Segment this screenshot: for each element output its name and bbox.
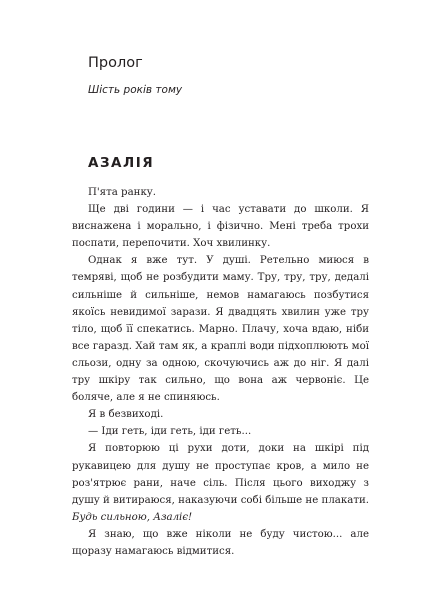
paragraph: П'ята ранку.: [88, 187, 157, 198]
paragraph-text: Я повторюю ці рухи доти, доки на шкірі під рукавицею для душу не проступає кров, а мило не роз'ятрює рани, наче сіль. Після цього виходжу з душу й витираюся, наказуючи собі більше не плакати.: [72, 443, 369, 506]
paragraph: Ще дві години — і час уставати до школи. Я виснажена і морально, і фізично. Мені треба трохи поспати, перепочити. Хоч хвилинку.: [72, 204, 369, 250]
prologue-title: Пролог: [88, 55, 143, 71]
prologue-subtitle: Шість років тому: [88, 84, 183, 96]
paragraph: [72, 440, 369, 525]
book-page: [72, 0, 369, 600]
paragraph: Однак я вже тут. У душі. Ретельно миюся в темряві, щоб не розбудити маму. Тру, тру, тру, дедалі сильніше й сильніше, немов намагаюсь позбутися якоїсь невидимої зарази. Я двадцять хвилин уже тру тіло, щоб її спекатись. Марно. Плачу, хоча вдаю, ніби все гаразд. Хай там як, а краплі води підхоплюють мої сльози, одну за одною, скочуючись аж до ніг. Я далі тру шкіру так сильно, що вона аж червоніє. Це боляче, але я не спиняюсь.: [72, 255, 369, 404]
chapter-heading: АЗАЛІЯ: [88, 155, 155, 171]
paragraph: Я в безвиході.: [88, 409, 164, 421]
body-text: [72, 184, 369, 560]
paragraph: Я знаю, що вже ніколи не буду чистою... але щоразу намагаюсь відмитися.: [72, 528, 369, 557]
paragraph: — Іди геть, іди геть, іди геть...: [88, 426, 252, 438]
emphasis-text: Будь сильною, Азаліє!: [72, 511, 193, 523]
